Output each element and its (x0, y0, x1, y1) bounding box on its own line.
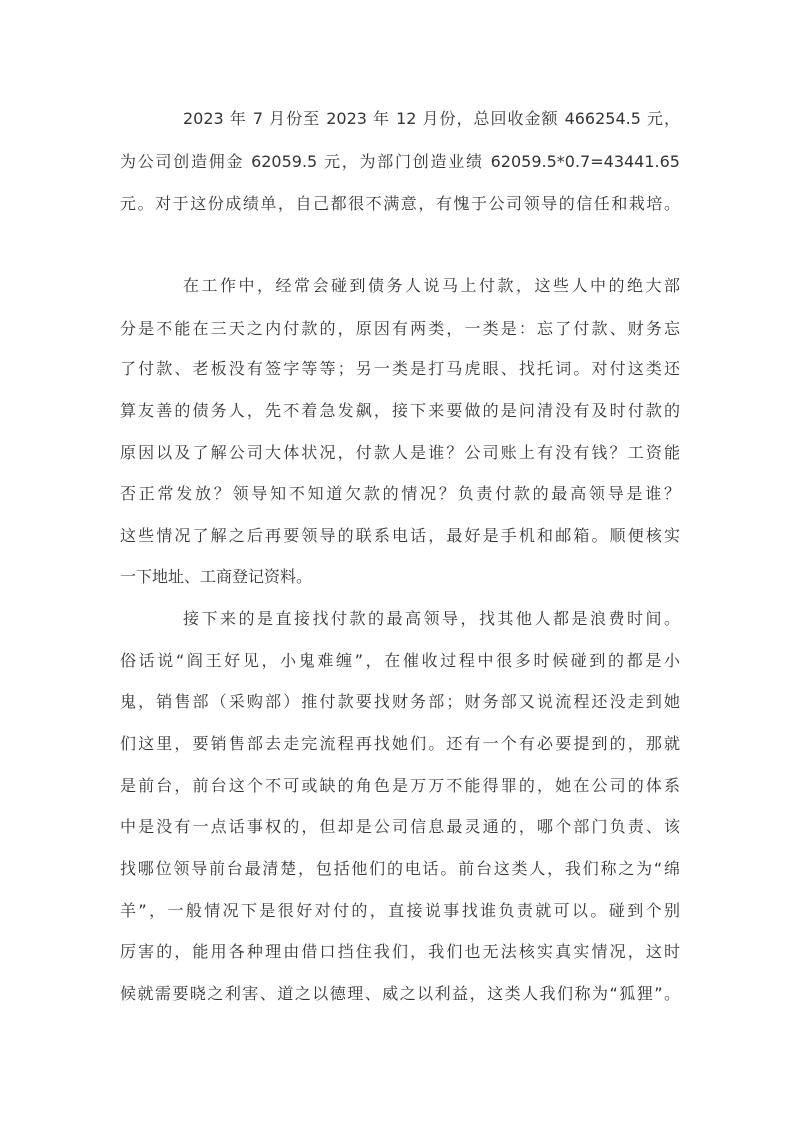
paragraph-2-line-1: 在工作中，经常会碰到债务人说马上付款，这些人中的绝大部 (183, 276, 680, 295)
paragraph-2-line-5: 原因以及了解公司大体状况，付款人是谁？公司账上有没有钱？工资能 (120, 443, 680, 462)
paragraph-3-line-2: 俗话说“阎王好见，小鬼难缠”，在催收过程中很多时候碰到的都是小 (120, 651, 680, 670)
paragraph-3-line-8: 羊”，一般情况下是很好对付的，直接说事找谁负责就可以。碰到个别 (120, 901, 680, 920)
paragraph-3-line-5: 是前台，前台这个不可或缺的角色是万万不能得罪的，她在公司的体系 (120, 776, 680, 795)
paragraph-2-line-7: 这些情况了解之后再要领导的联系电话，最好是手机和邮箱。顺便核实 (120, 526, 680, 545)
paragraph-3-line-4: 们这里，要销售部去走完流程再找她们。还有一个有必要提到的，那就 (120, 734, 680, 753)
paragraph-2-line-6: 否正常发放？领导知不知道欠款的情况？负责付款的最高领导是谁？ (120, 484, 680, 503)
paragraph-2-line-2: 分是不能在三天之内付款的，原因有两类，一类是：忘了付款、财务忘 (120, 319, 680, 338)
paragraph-3-line-6: 中是没有一点话事权的，但却是公司信息最灵通的，哪个部门负责、该 (120, 817, 680, 836)
paragraph-1-line-2: 为公司创造佣金 62059.5 元，为部门创造业绩 62059.5*0.7=43441.65 (120, 152, 680, 171)
paragraph-3-line-9: 厉害的，能用各种理由借口挡住我们，我们也无法核实真实情况，这时 (120, 942, 680, 961)
paragraph-3-line-1: 接下来的是直接找付款的最高领导，找其他人都是浪费时间。 (183, 609, 680, 628)
paragraph-2-line-8: 一下地址、工商登记资料。 (120, 567, 313, 586)
paragraph-2-line-3: 了付款、老板没有签字等等；另一类是打马虎眼、找托词。对付这类还 (120, 359, 680, 378)
paragraph-1-line-3: 元。对于这份成绩单，自己都很不满意，有愧于公司领导的信任和栽培。 (120, 194, 680, 213)
paragraph-2-line-4: 算友善的债务人，先不着急发飙，接下来要做的是问清没有及时付款的 (120, 401, 680, 420)
paragraph-1-line-1: 2023 年 7 月份至 2023 年 12 月份，总回收金额 466254.5 元， (183, 109, 680, 128)
paragraph-3-line-3: 鬼，销售部（采购部）推付款要找财务部；财务部又说流程还没走到她 (120, 692, 680, 711)
paragraph-3-line-10: 候就需要晓之利害、道之以德理、威之以利益，这类人我们称为“狐狸”。 (120, 984, 680, 1003)
paragraph-3-line-7: 找哪位领导前台最清楚，包括他们的电话。前台这类人，我们称之为“绵 (120, 859, 680, 878)
